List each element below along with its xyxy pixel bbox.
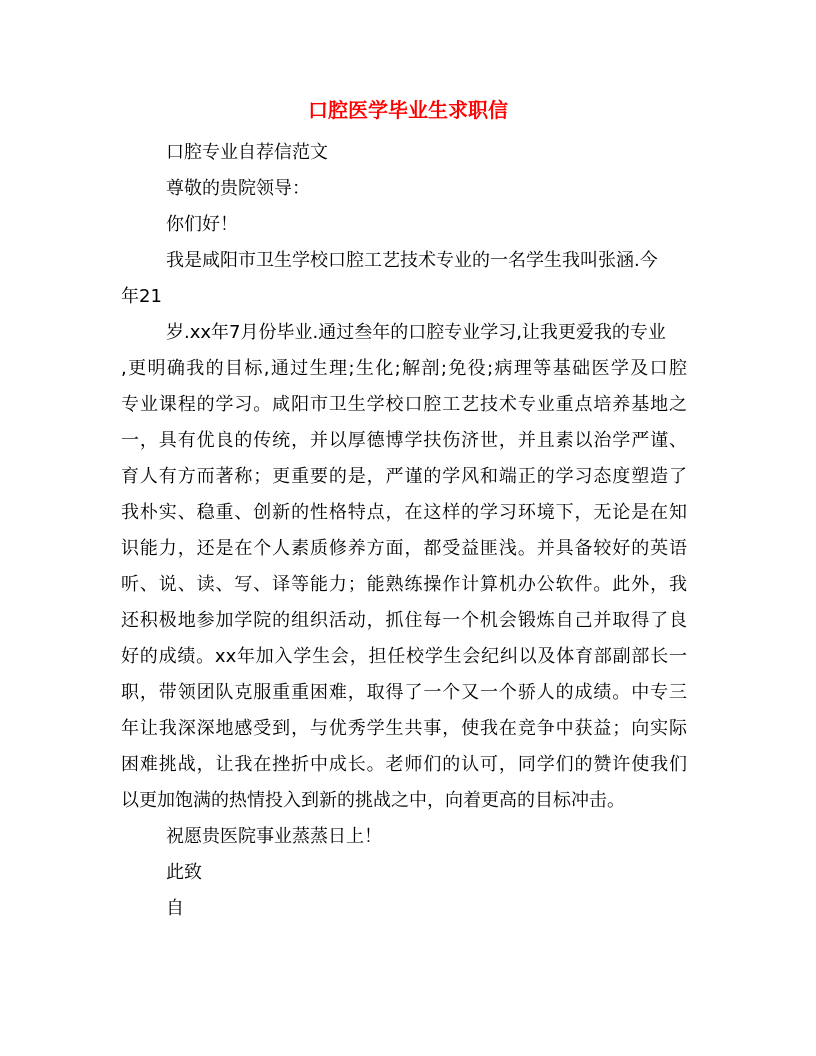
paragraph-line: 你们好！: [166, 214, 238, 235]
paragraph-line: 此致: [166, 862, 202, 883]
paragraph-line: 困难挑战，让我在挫折中成长。老师们的认可，同学们的赞许使我们: [121, 754, 687, 775]
paragraph-line: 听、说、读、写、译等能力；能熟练操作计算机办公软件。此外，我: [121, 574, 687, 595]
paragraph-line: 识能力，还是在个人素质修养方面，都受益匪浅。并具备较好的英语: [121, 538, 687, 559]
paragraph-line: 育人有方而著称；更重要的是，严谨的学风和端正的学习态度塑造了: [121, 466, 687, 487]
paragraph-line: 口腔专业自荐信范文: [166, 142, 328, 163]
paragraph-line: 我是咸阳市卫生学校口腔工艺技术专业的一名学生我叫张涵.今: [166, 250, 658, 271]
paragraph-line: 一，具有优良的传统，并以厚德博学扶伤济世，并且素以治学严谨、: [121, 430, 687, 451]
paragraph-line: 尊敬的贵院领导：: [166, 178, 310, 199]
paragraph-line: 祝愿贵医院事业蒸蒸日上！: [166, 826, 382, 847]
paragraph-line: 年21: [121, 286, 162, 307]
paragraph-line: 自: [166, 898, 184, 919]
document-title: 口腔医学毕业生求职信: [308, 98, 508, 122]
paragraph-line: 专业课程的学习。咸阳市卫生学校口腔工艺技术专业重点培养基地之: [121, 394, 687, 415]
paragraph-line: 岁.xx年7月份毕业.通过叁年的口腔专业学习,让我更爱我的专业: [166, 322, 666, 343]
paragraph-line: 我朴实、稳重、创新的性格特点，在这样的学习环境下，无论是在知: [121, 502, 687, 523]
paragraph-line: 职，带领团队克服重重困难，取得了一个又一个骄人的成绩。中专三: [121, 682, 687, 703]
paragraph-line: 年让我深深地感受到，与优秀学生共事，使我在竞争中获益；向实际: [121, 718, 687, 739]
paragraph-line: 以更加饱满的热情投入到新的挑战之中，向着更高的目标冲击。: [121, 790, 625, 811]
paragraph-line: 好的成绩。xx年加入学生会，担任校学生会纪纠以及体育部副部长一: [121, 646, 687, 667]
paragraph-line: 还积极地参加学院的组织活动，抓住每一个机会锻炼自己并取得了良: [121, 610, 687, 631]
paragraph-line: ,更明确我的目标,通过生理;生化;解剖;免役;病理等基础医学及口腔: [121, 358, 687, 379]
